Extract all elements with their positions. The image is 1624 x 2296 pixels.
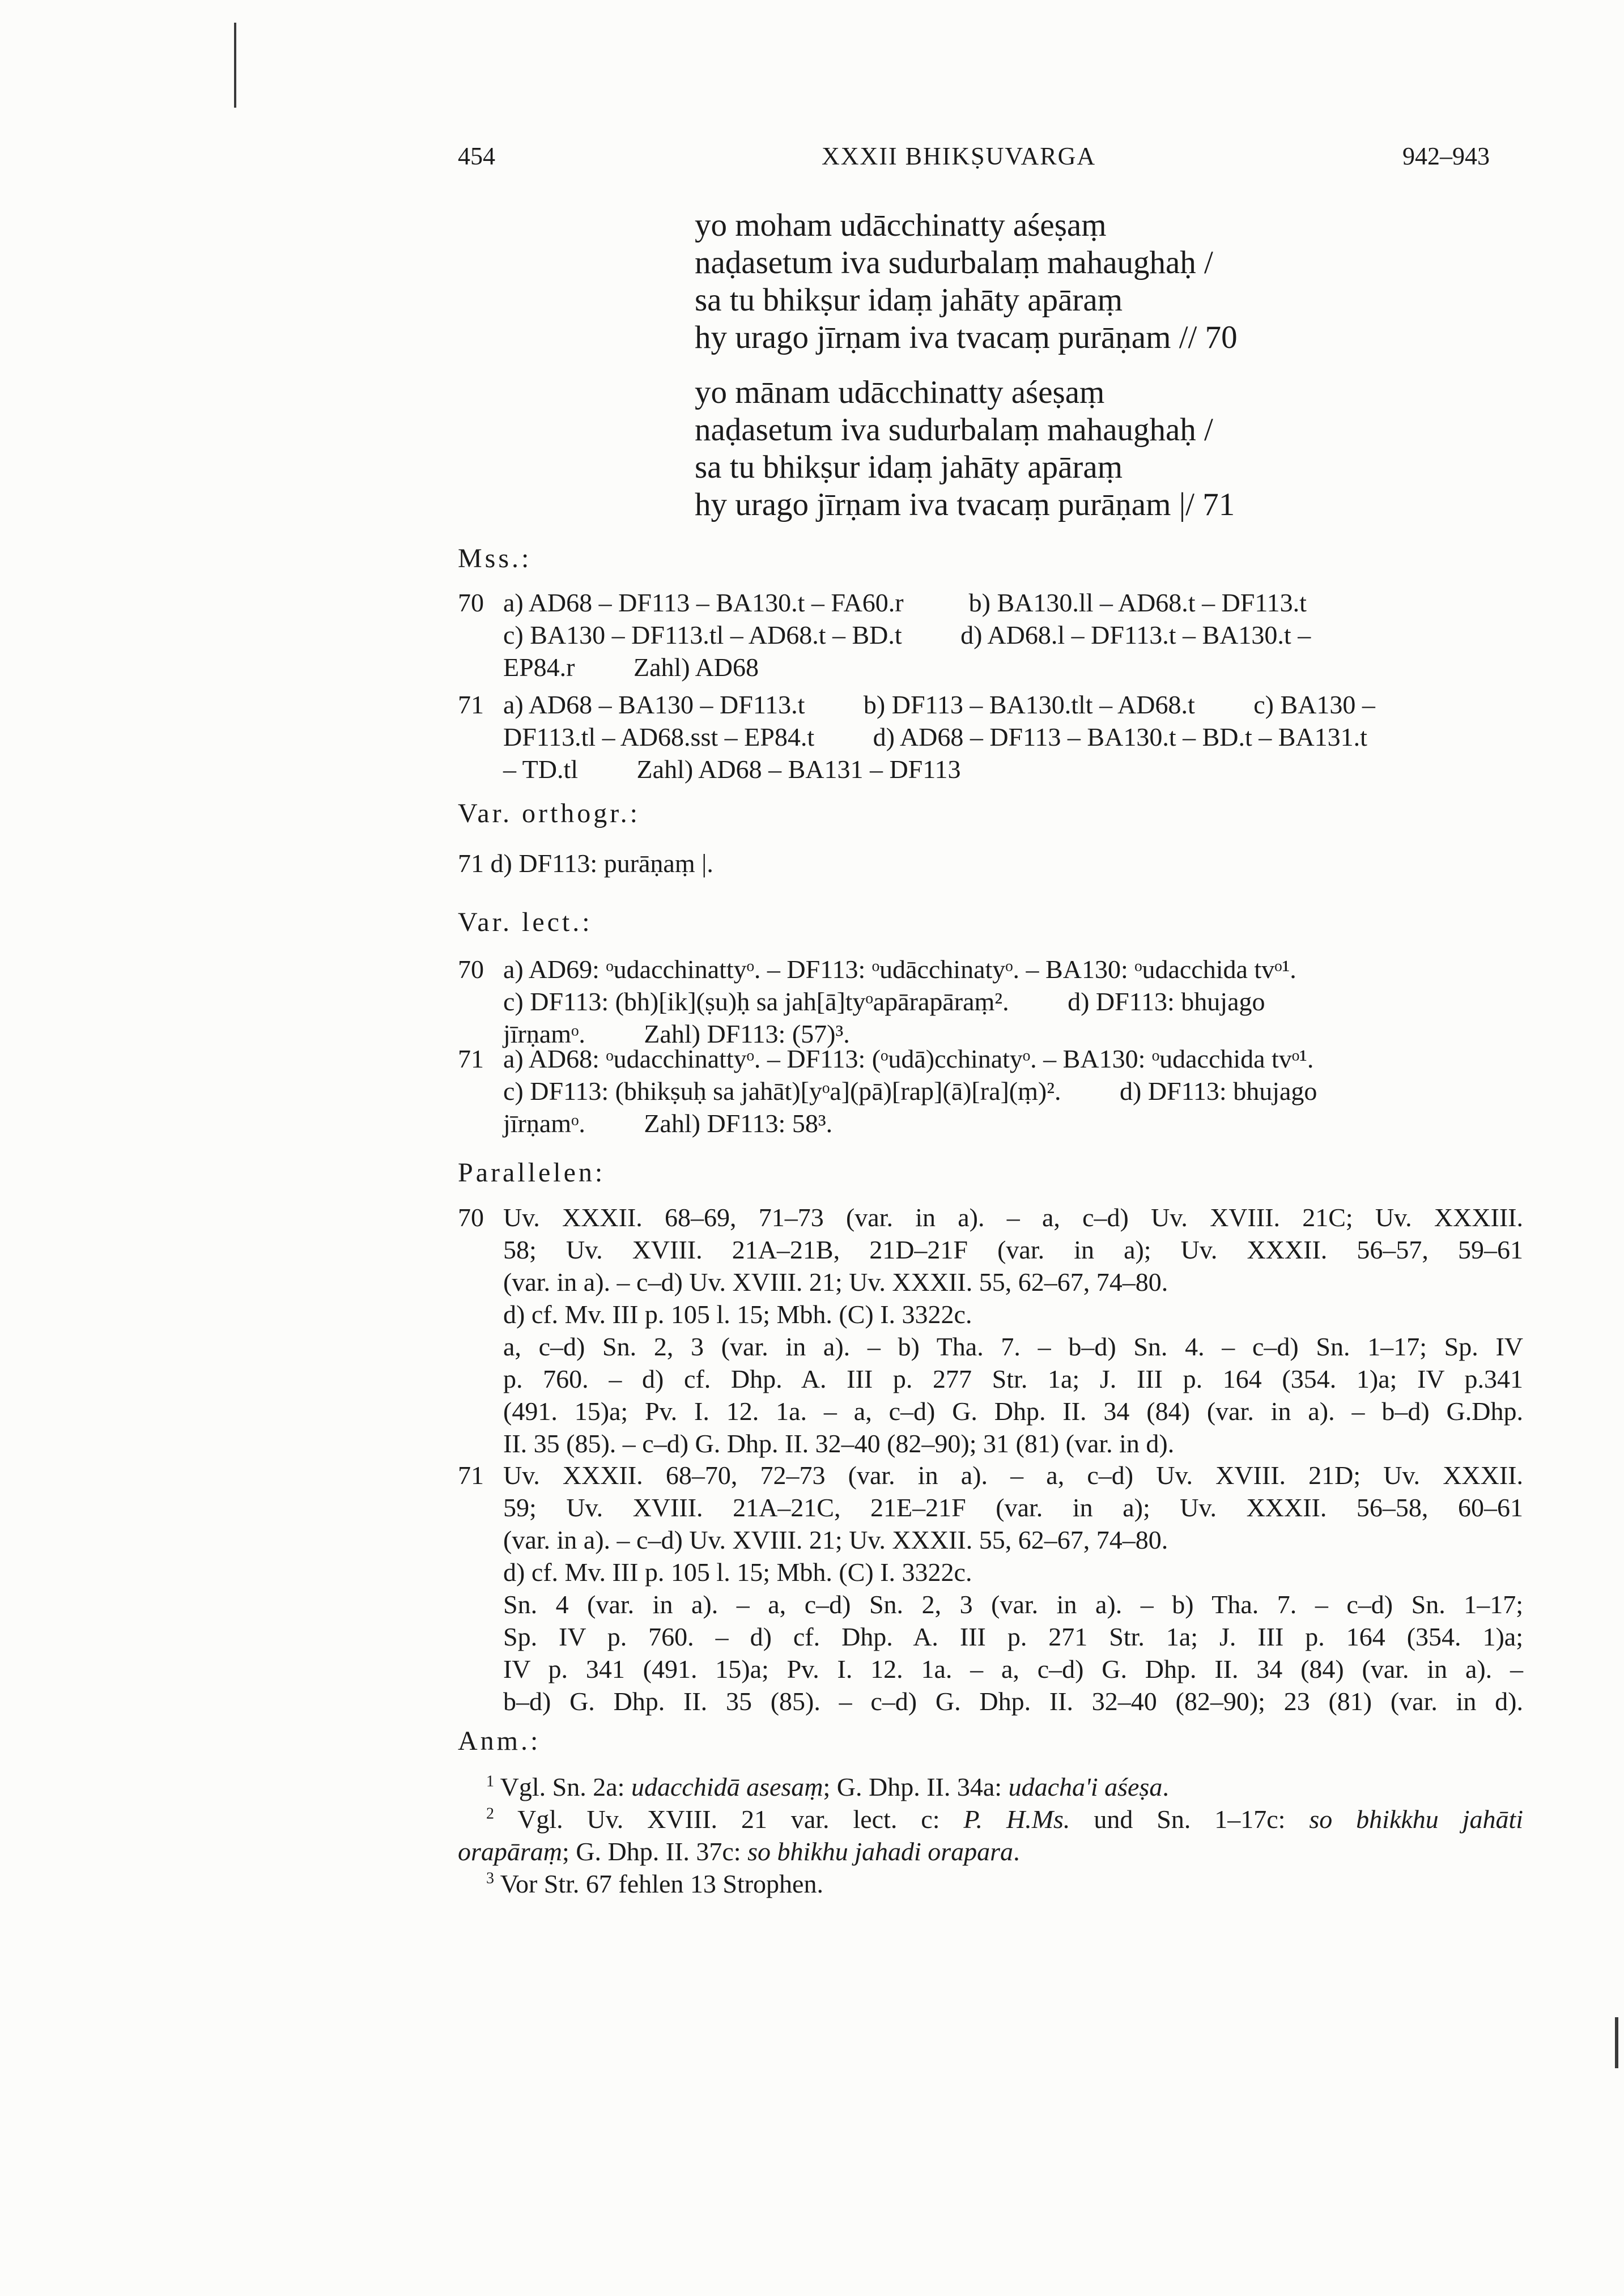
entry-number: 71 bbox=[458, 1044, 484, 1073]
footnote-italic: udacha'i aśeṣa bbox=[1008, 1772, 1163, 1801]
section-heading-var-lect: Var. lect.: bbox=[458, 907, 593, 937]
scan-mark-left bbox=[234, 23, 236, 108]
footnote-2 bbox=[458, 1803, 1523, 1868]
footnote-italic: P. H.Ms. bbox=[963, 1805, 1070, 1834]
entry-line: (var. in a). – c–d) Uv. XVIII. 21; Uv. XXXII. 55, 62–67, 74–80. bbox=[503, 1525, 1168, 1554]
entry-line: Sp. IV p. 760. – d) cf. Dhp. A. III p. 271 Str. 1a; J. III p. 164 (354. 1)a; bbox=[503, 1622, 1523, 1651]
footnote-text: Vgl. Uv. XVIII. 21 var. lect. c: bbox=[517, 1805, 964, 1834]
entry-line: a) AD68 – BA130 – DF113.t b) DF113 – BA130.tlt – AD68.t c) BA130 – bbox=[503, 690, 1375, 719]
parallelen-entry-70 bbox=[458, 1201, 1523, 1460]
section-heading-anm: Anm.: bbox=[458, 1726, 541, 1756]
verse-line: hy urago jīrṇam iva tvacaṃ purāṇam |/ 71 bbox=[695, 487, 1235, 522]
entry-line: EP84.r Zahl) AD68 bbox=[503, 653, 759, 682]
section-heading-mss: Mss.: bbox=[458, 543, 532, 573]
footnote-italic: so bhikhu jahadi orapara bbox=[747, 1837, 1014, 1866]
entry-line: p. 760. – d) cf. Dhp. A. III p. 277 Str. 1a; J. III p. 164 (354. 1)a; IV p.341 bbox=[503, 1364, 1523, 1393]
footnote-text: . bbox=[1162, 1772, 1169, 1801]
footnote-3 bbox=[458, 1868, 1523, 1900]
verse-line: hy urago jīrṇam iva tvacaṃ purāṇam // 70 bbox=[695, 320, 1238, 355]
var-orthogr-entry bbox=[458, 847, 1523, 879]
entry-line: a) AD68 – DF113 – BA130.t – FA60.r b) BA130.ll – AD68.t – DF113.t bbox=[503, 588, 1307, 617]
verse-line: sa tu bhikṣur idaṃ jahāty apāraṃ bbox=[695, 449, 1123, 485]
entry-line: a) AD68: ᵒudacchinattyᵒ. – DF113: (ᵒudā)cchinatyᵒ. – BA130: ᵒudacchida tvᵒ¹. bbox=[503, 1044, 1314, 1073]
footnote-marker: 1 bbox=[486, 1772, 494, 1791]
entry-number: 70 bbox=[458, 955, 484, 984]
entry-line: c) DF113: (bh)[ik](ṣu)ḥ sa jah[ā]tyᵒapārapāraṃ². d) DF113: bhujago bbox=[503, 987, 1265, 1016]
entry-line: d) cf. Mv. III p. 105 l. 15; Mbh. (C) I. 3322c. bbox=[503, 1300, 972, 1329]
section-heading-parallelen: Parallelen: bbox=[458, 1158, 606, 1188]
entry-number: 70 bbox=[458, 1203, 484, 1232]
footnote-italic: so bhikkhu jahāti bbox=[1309, 1805, 1524, 1834]
mss-entry-71 bbox=[458, 688, 1523, 785]
page-number: 454 bbox=[458, 142, 495, 170]
entry-line: a, c–d) Sn. 2, 3 (var. in a). – b) Tha. 7. – b–d) Sn. 4. – c–d) Sn. 1–17; Sp. IV bbox=[503, 1332, 1523, 1361]
entry-line: (var. in a). – c–d) Uv. XVIII. 21; Uv. XXXII. 55, 62–67, 74–80. bbox=[503, 1268, 1168, 1296]
entry-line: 71 d) DF113: purāṇaṃ |. bbox=[458, 849, 713, 878]
entry-line: a) AD69: ᵒudacchinattyᵒ. – DF113: ᵒudācchinatyᵒ. – BA130: ᵒudacchida tvᵒ¹. bbox=[503, 955, 1296, 984]
mss-entry-70 bbox=[458, 586, 1523, 683]
entry-line: b–d) G. Dhp. II. 35 (85). – c–d) G. Dhp. II. 32–40 (82–90); 23 (81) (var. in d). bbox=[503, 1687, 1523, 1716]
footnote-text: ; G. Dhp. II. 37c: bbox=[562, 1837, 748, 1866]
verse-71 bbox=[695, 374, 1375, 524]
verse-line: yo mānam udācchinatty aśeṣaṃ bbox=[695, 375, 1105, 410]
footnote-text: . bbox=[1013, 1837, 1020, 1866]
entry-line: c) BA130 – DF113.tl – AD68.t – BD.t d) AD68.l – DF113.t – BA130.t – bbox=[503, 620, 1311, 649]
entry-line: – TD.tl Zahl) AD68 – BA131 – DF113 bbox=[503, 755, 961, 784]
verse-70 bbox=[695, 207, 1375, 356]
parallelen-entry-71 bbox=[458, 1459, 1523, 1717]
entry-line: 58; Uv. XVIII. 21A–21B, 21D–21F (var. in a); Uv. XXXII. 56–57, 59–61 bbox=[503, 1235, 1523, 1264]
entry-line: (491. 15)a; Pv. I. 12. 1a. – a, c–d) G. Dhp. II. 34 (84) (var. in a). – b–d) G.Dhp. bbox=[503, 1397, 1523, 1426]
scan-mark-right bbox=[1615, 2017, 1618, 2068]
entry-line: DF113.tl – AD68.sst – EP84.t d) AD68 – DF113 – BA130.t – BD.t – BA131.t bbox=[503, 722, 1367, 751]
footnote-text: Vgl. Sn. 2a: bbox=[500, 1772, 631, 1801]
entry-line: 59; Uv. XVIII. 21A–21C, 21E–21F (var. in a); Uv. XXXII. 56–58, 60–61 bbox=[503, 1493, 1523, 1522]
entry-line: jīrṇamᵒ. Zahl) DF113: 58³. bbox=[503, 1109, 833, 1138]
footnote-text: Vor Str. 67 fehlen 13 Strophen. bbox=[500, 1869, 823, 1898]
footnote-marker: 2 bbox=[486, 1805, 494, 1823]
footnote-marker: 3 bbox=[486, 1869, 494, 1887]
entry-line: II. 35 (85). – c–d) G. Dhp. II. 32–40 (82–90); 31 (81) (var. in d). bbox=[503, 1429, 1175, 1458]
entry-line: Sn. 4 (var. in a). – a, c–d) Sn. 2, 3 (var. in a). – b) Tha. 7. – c–d) Sn. 1–17; bbox=[503, 1590, 1523, 1619]
running-title: XXXII BHIKṢUVARGA bbox=[822, 142, 1096, 170]
entry-number: 71 bbox=[458, 1461, 484, 1490]
verse-range: 942–943 bbox=[1402, 142, 1490, 170]
footnote-italic: udacchidā asesaṃ bbox=[631, 1772, 823, 1801]
entry-number: 70 bbox=[458, 588, 484, 617]
footnote-1 bbox=[458, 1771, 1523, 1803]
section-heading-var-orthogr: Var. orthogr.: bbox=[458, 798, 640, 828]
entry-line: jīrṇamᵒ. Zahl) DF113: (57)³. bbox=[503, 1019, 850, 1048]
var-lect-entry-70 bbox=[458, 953, 1523, 1050]
entry-line: d) cf. Mv. III p. 105 l. 15; Mbh. (C) I. 3322c. bbox=[503, 1558, 972, 1587]
footnote-text: und Sn. 1–17c: bbox=[1070, 1805, 1310, 1834]
verse-line: naḍasetum iva sudurbalaṃ mahaughaḥ / bbox=[695, 412, 1213, 448]
var-lect-entry-71 bbox=[458, 1043, 1523, 1140]
footnote-italic: orapāraṃ bbox=[458, 1837, 563, 1866]
entry-number: 71 bbox=[458, 690, 484, 719]
entry-line: Uv. XXXII. 68–70, 72–73 (var. in a). – a, c–d) Uv. XVIII. 21D; Uv. XXXII. bbox=[503, 1461, 1523, 1490]
footnote-text: ; G. Dhp. II. 34a: bbox=[823, 1772, 1009, 1801]
entry-line: IV p. 341 (491. 15)a; Pv. I. 12. 1a. – a, c–d) G. Dhp. II. 34 (84) (var. in a). – bbox=[503, 1655, 1523, 1683]
verse-line: sa tu bhikṣur idaṃ jahāty apāraṃ bbox=[695, 282, 1123, 318]
entry-line: c) DF113: (bhikṣuḥ sa jahāt)[yᵒa](pā)[rap](ā)[ra](ṃ)². d) DF113: bhujago bbox=[503, 1077, 1317, 1106]
entry-line: Uv. XXXII. 68–69, 71–73 (var. in a). – a, c–d) Uv. XVIII. 21C; Uv. XXXIII. bbox=[503, 1203, 1523, 1232]
verse-line: naḍasetum iva sudurbalaṃ mahaughaḥ / bbox=[695, 245, 1213, 280]
verse-line: yo moham udācchinatty aśeṣaṃ bbox=[695, 207, 1107, 243]
